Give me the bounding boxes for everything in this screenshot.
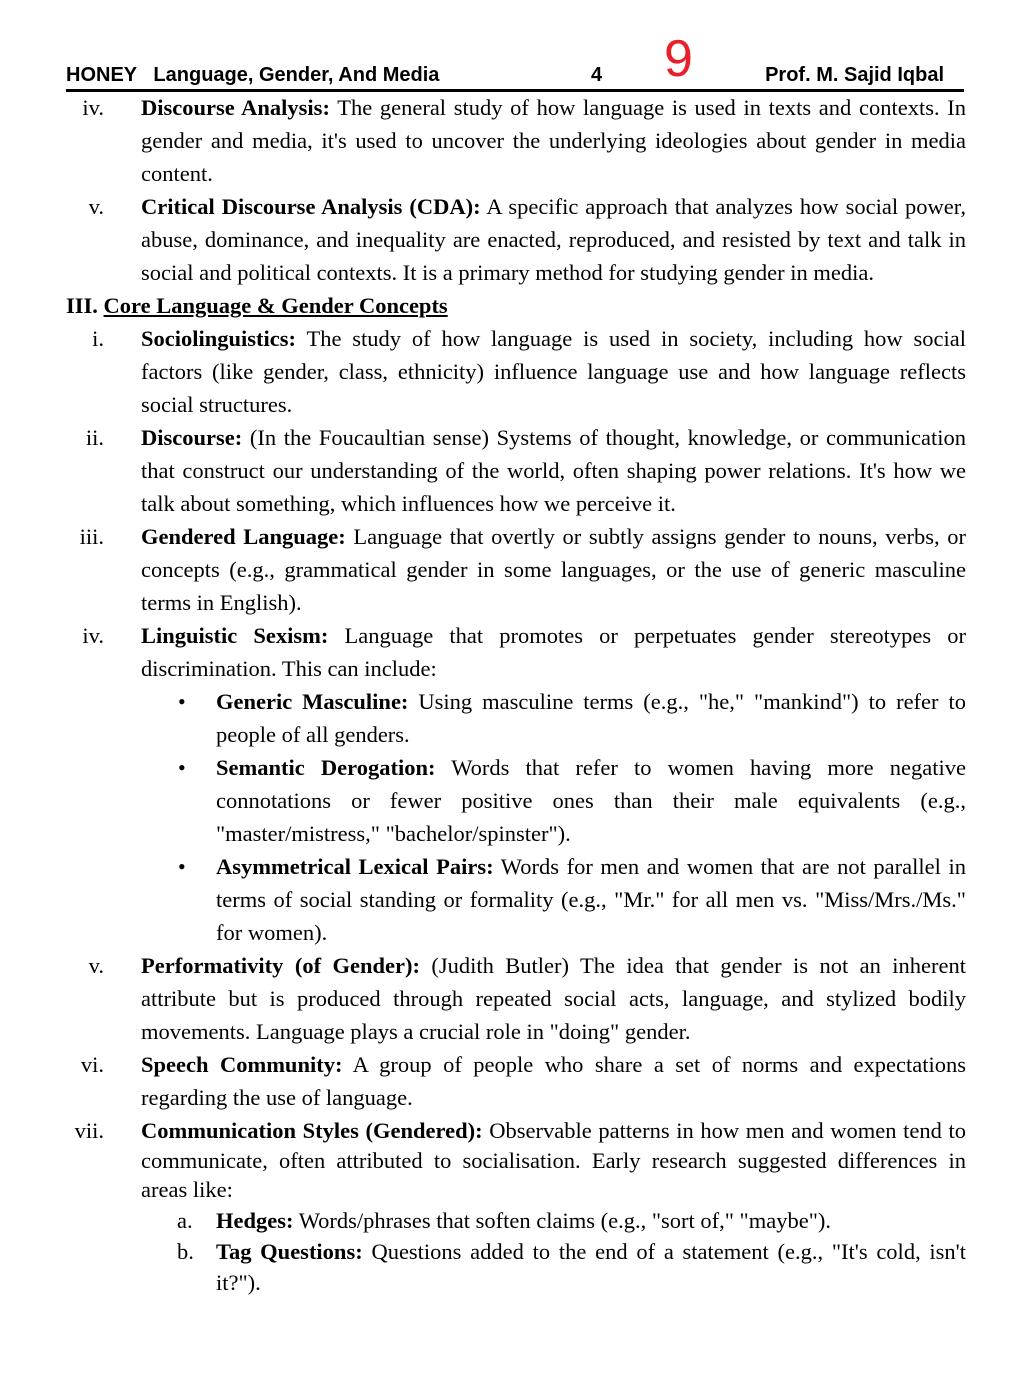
bullet-term: Asymmetrical Lexical Pairs: — [216, 854, 494, 879]
item-term: Speech Community: — [141, 1052, 343, 1077]
bullet-term: Generic Masculine: — [216, 689, 409, 714]
item-text: The study of how language is used in society, including how social factors (like gender, class, ethnicity) influence language use and how language reflects social structures. — [141, 326, 966, 417]
bullet-text: Words for men and women that are not parallel in terms of social standing or formality (e.g., "Mr." for all men vs. "Miss/Mrs./Ms." for women). — [216, 854, 966, 945]
bullet-item-semantic-derogation — [141, 751, 966, 850]
item-term: Gendered Language: — [141, 524, 346, 549]
lettered-term: Hedges: — [216, 1207, 294, 1233]
list-item-discourse — [66, 421, 966, 520]
list-item-linguistic-sexism — [66, 619, 966, 685]
item-number: iii. — [79, 524, 104, 549]
bullet-item-generic-masculine — [141, 685, 966, 751]
lettered-item-hedges — [141, 1205, 966, 1236]
item-number: i. — [92, 326, 104, 351]
lettered-text: Questions added to the end of a statement (e.g., "It's cold, isn't it?"). — [216, 1238, 966, 1295]
bullet-term: Semantic Derogation: — [216, 755, 436, 780]
section-number: III. — [66, 293, 98, 318]
page-number: 9 — [664, 30, 693, 88]
item-term: Communication Styles (Gendered): — [141, 1118, 483, 1143]
item-text: (In the Foucaultian sense) Systems of thought, knowledge, or communication that construct our understanding of the world, often shaping power relations. It's how we talk about something, which influences how we perceive it. — [141, 425, 966, 516]
item-number: iv. — [82, 623, 104, 648]
page-header — [66, 30, 964, 88]
item-number: vi. — [80, 1052, 104, 1077]
bullet-icon: • — [178, 689, 186, 714]
item-number: vii. — [74, 1118, 104, 1143]
list-item-sociolinguistics — [66, 322, 966, 421]
list-item-communication-styles — [66, 1116, 966, 1205]
bullet-icon: • — [178, 854, 186, 879]
item-number: ii. — [85, 425, 104, 450]
section-title: Core Language & Gender Concepts — [103, 293, 448, 318]
section-heading — [66, 289, 966, 322]
item-text: (Judith Butler) The idea that gender is not an inherent attribute but is produced through repeated social acts, language, and stylized bodily movements. Language plays a crucial role in "doing" gender. — [141, 953, 966, 1044]
item-number: iv. — [82, 95, 104, 120]
list-item-cda — [66, 190, 966, 289]
header-chapter-number: 4 — [591, 64, 603, 86]
lettered-item-tag-questions — [141, 1236, 966, 1298]
item-number: v. — [88, 194, 104, 219]
item-term: Critical Discourse Analysis (CDA): — [141, 194, 481, 219]
item-text: Language that promotes or perpetuates gender stereotypes or discrimination. This can include: — [141, 623, 966, 681]
item-term: Discourse Analysis: — [141, 95, 330, 120]
bullet-text: Using masculine terms (e.g., "he," "mankind") to refer to people of all genders. — [216, 689, 966, 747]
lettered-list — [66, 1205, 966, 1298]
page-content — [66, 91, 966, 1298]
item-term: Sociolinguistics: — [141, 326, 297, 351]
bullet-item-asymmetrical-pairs — [141, 850, 966, 949]
item-term: Linguistic Sexism: — [141, 623, 329, 648]
item-letter: a. — [177, 1207, 193, 1233]
item-term: Performativity (of Gender): — [141, 953, 420, 978]
item-term: Discourse: — [141, 425, 243, 450]
item-text: Language that overtly or subtly assigns gender to nouns, verbs, or concepts (e.g., grammatical gender in some languages, or the use of generic masculine terms in English). — [141, 524, 966, 615]
list-item-discourse-analysis — [66, 91, 966, 190]
lettered-term: Tag Questions: — [216, 1238, 363, 1264]
header-author: Prof. M. Sajid Iqbal — [765, 64, 944, 86]
lettered-text: Words/phrases that soften claims (e.g., "sort of," "maybe"). — [293, 1207, 832, 1233]
item-letter: b. — [177, 1238, 194, 1264]
item-text: A group of people who share a set of norms and expectations regarding the use of language. — [141, 1052, 966, 1110]
item-text: Observable patterns in how men and women tend to communicate, often attributed to socialisation. Early research suggested differences in areas like: — [141, 1118, 966, 1202]
list-item-gendered-language — [66, 520, 966, 619]
list-item-speech-community — [66, 1048, 966, 1114]
header-title: HONEY Language, Gender, And Media — [66, 64, 440, 86]
bullet-text: Words that refer to women having more negative connotations or fewer positive ones than their male equivalents (e.g., "master/mistress," "bachelor/spinster"). — [216, 755, 966, 846]
list-item-performativity — [66, 949, 966, 1048]
item-text: The general study of how language is used in texts and contexts. In gender and media, it's used to uncover the underlying ideologies about gender in media content. — [141, 95, 966, 186]
bullet-icon: • — [178, 755, 186, 780]
item-number: v. — [88, 953, 104, 978]
item-text: A specific approach that analyzes how social power, abuse, dominance, and inequality are enacted, reproduced, and resisted by text and talk in social and political contexts. It is a primary method for studying gender in media. — [141, 194, 966, 285]
bullet-list — [66, 685, 966, 949]
